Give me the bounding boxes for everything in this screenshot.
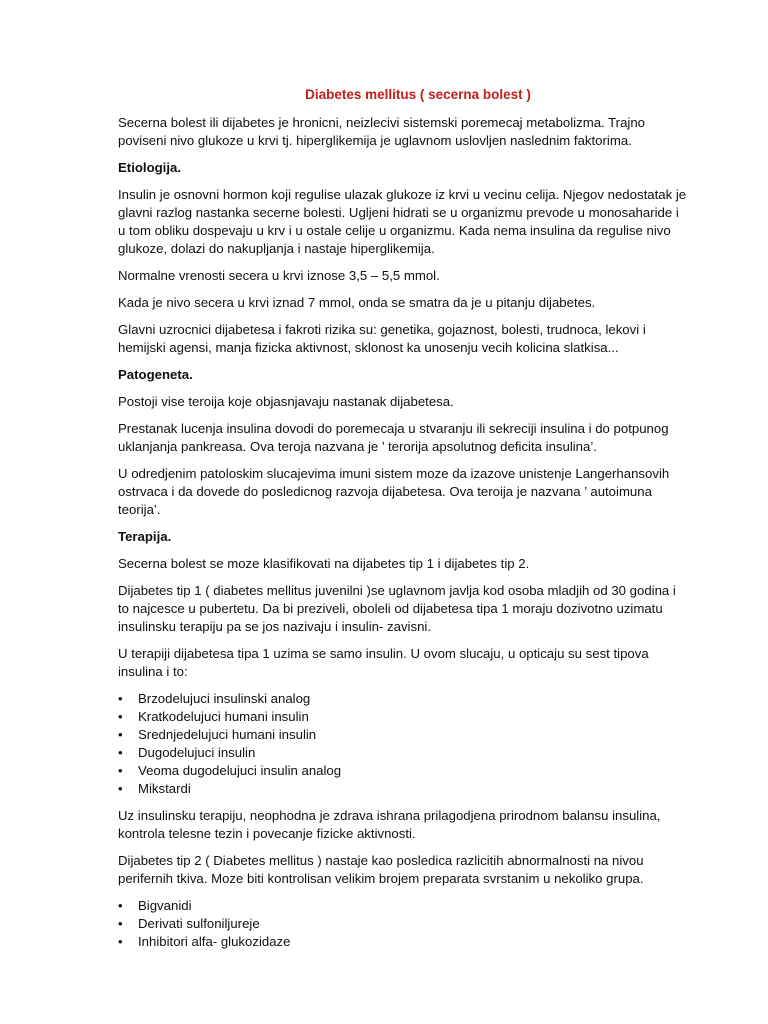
intro-paragraph: Secerna bolest ili dijabetes je hronicni, neizlecivi sistemski poremecaj metabolizma. Trajno poviseni nivo glukoze u krvi tj. hiperglikemija je uglavnom uslovljen naslednim faktorima. xyxy=(118,115,646,148)
patogeneta-paragraph-2: Prestanak lucenja insulina dovodi do poremecaja u stvaranju ili sekreciji insulina i do potpunog uklanjanja pankreasa. Ova teroja nazvana je ’ terorija apsolutnog deficita insulina’. xyxy=(118,421,669,454)
etiologija-paragraph-3: Kada je nivo secera u krvi iznad 7 mmol, onda se smatra da je u pitanju dijabetes. xyxy=(118,295,596,310)
bullet-icon: • xyxy=(118,691,123,706)
heading-patogeneta: Patogeneta. xyxy=(118,367,193,382)
terapija-paragraph-1: Secerna bolest se moze klasifikovati na dijabetes tip 1 i dijabetes tip 2. xyxy=(118,556,530,571)
bullet-icon: • xyxy=(118,745,123,760)
etiologija-paragraph-1: Insulin je osnovni hormon koji regulise ulazak glukoze iz krvi u vecinu celija. Njegov nedostatak je glavni razlog nastanka secerne bolesti. Ugljeni hidrati se u organizmu prevode u monosaharide i u tom obliku dospevaju u krv i u ostale celije u organizmu. Kada nema insulina da regulise nivo glukoze, dolazi do nakupljanja i nastaje hiperglikemija. xyxy=(118,187,687,256)
list-item: • Mikstardi xyxy=(118,781,191,796)
list-item: • Dugodelujuci insulin xyxy=(118,745,256,760)
list-item: • Bigvanidi xyxy=(118,898,192,913)
patogeneta-paragraph-3: U odredjenim patoloskim slucajevima imuni sistem moze da izazove unistenje Langerhansovih ostrvaca i da dovede do posledicnog razvoja dijabetesa. Ova teroija je nazvana ’ autoimuna teorija’. xyxy=(118,466,670,517)
list-item: • Brzodelujuci insulinski analog xyxy=(118,691,311,706)
etiologija-paragraph-4: Glavni uzrocnici dijabetesa i fakroti rizika su: genetika, gojaznost, bolesti, trudnoca, lekovi i hemijski agensi, manja fizicka aktivnost, sklonost ka unosenju vecih kolicina slatkisa... xyxy=(118,322,646,355)
terapija-paragraph-5: Dijabetes tip 2 ( Diabetes mellitus ) nastaje kao posledica razlicitih abnormalnosti na nivou perifernih tkiva. Moze biti kontrolisan velikim brojem preparata svrstanim u nekoliko grupa. xyxy=(118,853,644,886)
bullet-icon: • xyxy=(118,916,123,931)
drug-groups-list xyxy=(118,897,688,951)
bullet-icon: • xyxy=(118,709,123,724)
list-item: • Inhibitori alfa- glukozidaze xyxy=(118,934,291,949)
bullet-icon: • xyxy=(118,727,123,742)
terapija-paragraph-4: Uz insulinsku terapiju, neophodna je zdrava ishrana prilagodjena prirodnom balansu insulina, kontrola telesne tezin i povecanje fizicke aktivnosti. xyxy=(118,808,661,841)
etiologija-paragraph-2: Normalne vrenosti secera u krvi iznose 3,5 – 5,5 mmol. xyxy=(118,268,440,283)
list-item: • Srednjedelujuci humani insulin xyxy=(118,727,317,742)
insulin-types-list xyxy=(118,690,688,798)
bullet-icon: • xyxy=(118,934,123,949)
heading-terapija: Terapija. xyxy=(118,529,172,544)
bullet-icon: • xyxy=(118,898,123,913)
list-item: • Veoma dugodelujuci insulin analog xyxy=(118,763,342,778)
terapija-paragraph-2: Dijabetes tip 1 ( diabetes mellitus juvenilni )se uglavnom javlja kod osoba mladjih od 30 godina i to najcesce u pubertetu. Da bi preziveli, oboleli od dijabetesa tipa 1 moraju dozivotno uzimatu insulinsku terapiju pa se jos nazivaju i insulin- zavisni. xyxy=(118,583,676,634)
patogeneta-paragraph-1: Postoji vise teroija koje objasnjavaju nastanak dijabetesa. xyxy=(118,394,454,409)
document-title: Diabetes mellitus ( secerna bolest ) xyxy=(305,87,531,102)
bullet-icon: • xyxy=(118,763,123,778)
heading-etiologija: Etiologija. xyxy=(118,160,182,175)
terapija-paragraph-3: U terapiji dijabetesa tipa 1 uzima se samo insulin. U ovom slucaju, u opticaju su sest tipova insulina i to: xyxy=(118,646,649,679)
list-item: • Kratkodelujuci humani insulin xyxy=(118,709,309,724)
bullet-icon: • xyxy=(118,781,123,796)
list-item: • Derivati sulfoniljureje xyxy=(118,916,260,931)
